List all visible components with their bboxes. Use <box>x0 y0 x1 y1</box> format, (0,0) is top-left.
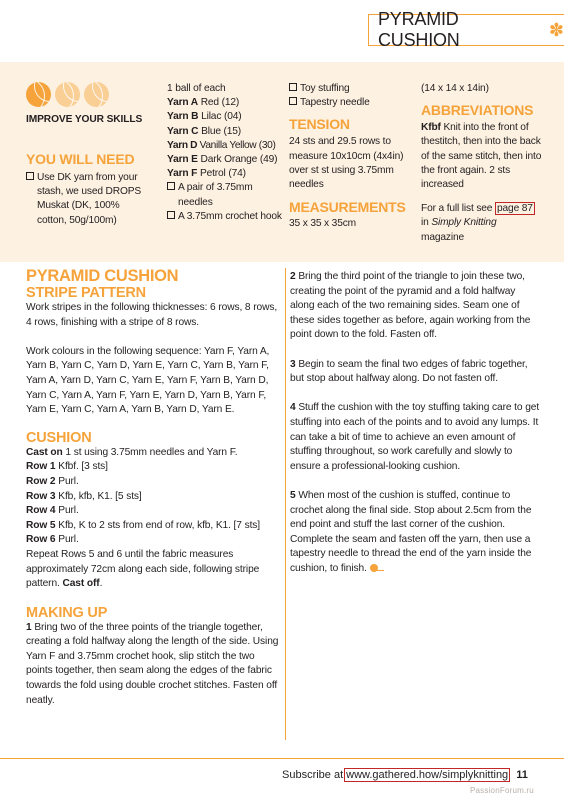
stripe-sequence-text: Work colours in the following sequence: Yarn F, Yarn A, Yarn B, Yarn C, Yarn D, Yarn E, Yarn C, Yarn B, Yarn F, Yarn A, Yarn D, Yarn C, Yarn E, Yarn F, Yarn B, Yarn D, Yarn C, Yarn A, Yarn F, Yarn E, Yarn D, Yarn B, Yarn F, Yarn E, Yarn C, Yarn A, Yarn B, Yarn D, Yarn E. <box>26 345 270 416</box>
pattern-row: Row 2 Purl. <box>26 475 79 487</box>
materials-item: A 3.75mm crochet hook <box>167 210 285 224</box>
yarn-line: Yarn C Blue (15) <box>167 125 242 137</box>
pattern-row: Row 3 Kfb, kfb, K1. [5 sts] <box>26 490 142 502</box>
watermark: PassionForum.ru <box>470 786 534 795</box>
page-reference-link[interactable]: page 87 <box>497 203 533 215</box>
skill-rating <box>26 82 144 107</box>
making-up-step: 4 Stuff the cushion with the toy stuffing taking care to get stuffing into each of the points and to avoid any lumps. It can take a bit of time to achieve an even amount of stuffing throughout, so work carefully and slowly to ensure a professional-looking cushion. <box>290 402 540 472</box>
section-title: PYRAMID CUSHION <box>378 9 460 50</box>
yarn-end-icon <box>370 564 384 572</box>
stripe-heading: STRIPE PATTERN <box>26 285 146 301</box>
materials-item: A pair of 3.75mm needles <box>167 181 285 209</box>
skill-label: IMPROVE YOUR SKILLS <box>26 114 143 125</box>
pattern-row: Cast on 1 st using 3.75mm needles and Yarn F. <box>26 446 238 458</box>
measurements-heading: MEASUREMENTS <box>289 199 406 216</box>
subscribe-link[interactable]: www.gathered.how/simplyknitting <box>346 769 509 781</box>
tension-text: 24 sts and 29.5 rows to measure 10x10cm (4x4in) over st st using 3.75mm needles <box>289 136 404 191</box>
making-up-heading: MAKING UP <box>26 604 108 621</box>
yarn-line: Yarn A Red (12) <box>167 97 240 109</box>
checkbox-icon <box>289 97 297 105</box>
making-up-step: 5 When most of the cushion is stuffed, continue to crochet along the final side. Stop about 2.5cm from the end point and stuff the last corner of the cushion. Complete the seam and fasten off the yarn, then use a tapestry needle to thread the end of the yarn inside the cushion, to finish. <box>290 489 532 574</box>
you-will-need-section <box>26 151 148 228</box>
yarn-line: Yarn E Dark Orange (49) <box>167 154 278 166</box>
yarn-line: Yarn D Vanilla Yellow (30) <box>167 139 276 151</box>
skill-level <box>26 82 144 125</box>
checkbox-icon <box>167 211 175 219</box>
pattern-row: Row 4 Purl. <box>26 505 79 517</box>
checkbox-icon <box>289 83 297 91</box>
subscribe-text: Subscribe at <box>282 769 344 781</box>
measurements-value: 35 x 35 x 35cm <box>289 218 356 230</box>
yarn-line: Yarn F Petrol (74) <box>167 168 246 180</box>
repeat-instruction: Repeat Rows 5 and 6 until the fabric measures approximately 72cm along each side, following stripe pattern. Cast off. <box>26 548 260 590</box>
tension-heading: TENSION <box>289 116 350 133</box>
tension-column <box>289 82 409 231</box>
materials-item: Toy stuffing <box>289 82 409 96</box>
pattern-row: Row 6 Purl. <box>26 534 79 546</box>
abbreviations-column <box>421 82 551 245</box>
yarn-ball-icon <box>55 82 80 107</box>
materials-item: Tapestry needle <box>289 96 409 110</box>
abbreviation-entry: Kfbf Knit into the front of thestitch, then into the back of the same stitch, then into the front again. 2 sts increased <box>421 122 542 191</box>
making-up-step: 1 Bring two of the three points of the triangle together, creating a fold halfway along the length of the side. Using Yarn F and 3.75mm crochet hook, slip stitch the two points together, then seam along the edges of the fabric towards the fold using double crochet stitches. Fasten off neatly. <box>26 621 279 706</box>
you-will-need-heading: YOU WILL NEED <box>26 151 135 167</box>
cushion-heading: CUSHION <box>26 429 92 446</box>
yarn-ball-icon <box>26 82 51 107</box>
footer-rule <box>0 758 564 759</box>
making-up-step: 2 Bring the third point of the triangle to join these two, creating the point of the pyramid and a fold halfway along each of the two remaining sides. Seam one of these sides together as before, again working from the point down to the fold. Fasten off. <box>290 271 531 341</box>
pattern-row: Row 5 Kfb, K to 2 sts from end of row, kfb, K1. [7 sts] <box>26 519 261 531</box>
pattern-row: Row 1 Kfbf. [3 sts] <box>26 461 108 473</box>
measurements-imperial: (14 x 14 x 14in) <box>421 83 489 94</box>
ball-quantity: 1 ball of each <box>167 83 226 94</box>
pattern-title: PYRAMID CUSHION <box>26 267 179 285</box>
page-number: 11 <box>516 769 528 781</box>
flower-icon: ✽ <box>548 20 564 40</box>
checkbox-icon <box>26 172 34 180</box>
yarn-line: Yarn B Lilac (04) <box>167 111 242 123</box>
abbreviations-heading: ABBREVIATIONS <box>421 102 534 119</box>
column-divider <box>285 268 286 740</box>
stripe-thickness-text: Work stripes in the following thicknesses: 6 rows, 8 rows, 4 rows, finishing with a stripe of 8 rows. <box>26 302 278 328</box>
yarn-ball-icon <box>84 82 109 107</box>
left-column <box>26 268 280 708</box>
materials-item: Use DK yarn from your stash, we used DROPS Muskat (DK, 100% cotton, 50g/100m) <box>26 171 148 228</box>
right-column <box>290 268 540 576</box>
section-header-tab <box>368 9 564 50</box>
footer <box>282 768 528 782</box>
making-up-step: 3 Begin to seam the final two edges of fabric together, but stop about halfway along. Do not fasten off. <box>290 358 528 385</box>
abbreviation-reference: For a full list see page 87 in Simply Knitting magazine <box>421 203 533 243</box>
checkbox-icon <box>167 182 175 190</box>
yarn-list <box>167 82 285 224</box>
